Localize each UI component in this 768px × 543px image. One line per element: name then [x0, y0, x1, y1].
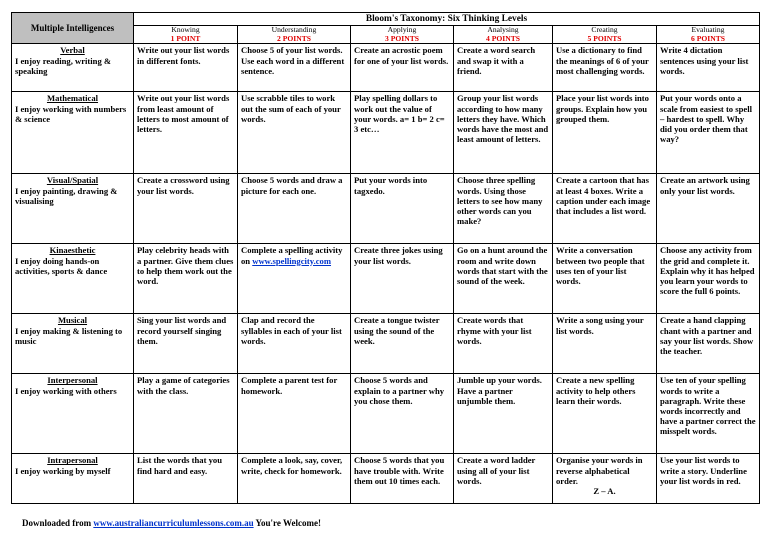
table-cell: Write 4 dictation sentences using your list words. — [657, 44, 760, 92]
table-cell: Organise your words in reverse alphabetical order. Z – A. — [553, 454, 657, 504]
intelligence-kinaesthetic: Kinaesthetic I enjoy doing hands-on activities, sports & dance — [12, 244, 134, 314]
table-cell: Create a cartoon that has at least 4 boxes. Write a caption under each image that includes a list word. — [553, 174, 657, 244]
table-row — [12, 44, 760, 92]
bloom-grid — [11, 12, 760, 504]
level-applying: Applying 3 POINTS — [351, 26, 454, 44]
table-row — [12, 174, 760, 244]
table-title: Bloom's Taxonomy: Six Thinking Levels — [134, 13, 760, 26]
table-cell: Write a song using your list words. — [553, 314, 657, 374]
table-cell: Clap and record the syllables in each of your list words. — [238, 314, 351, 374]
table-cell: Jumble up your words. Have a partner unjumble them. — [454, 374, 553, 454]
table-cell: Create a word ladder using all of your list words. — [454, 454, 553, 504]
table-cell: Use a dictionary to find the meanings of 6 of your most challenging words. — [553, 44, 657, 92]
table-row — [12, 374, 760, 454]
table-cell: Create three jokes using your list words. — [351, 244, 454, 314]
intelligence-mathematical: Mathematical I enjoy working with numbers & science — [12, 92, 134, 174]
table-cell: Choose 5 words and draw a picture for each one. — [238, 174, 351, 244]
table-cell: Choose 5 of your list words. Use each word in a different sentence. — [238, 44, 351, 92]
table-cell: Use your list words to write a story. Underline your list words in red. — [657, 454, 760, 504]
footer: Downloaded from www.australiancurriculumlessons.com.au You're Welcome! — [22, 518, 321, 528]
intelligence-verbal: Verbal I enjoy reading, writing & speaking — [12, 44, 134, 92]
table-cell: Create an acrostic poem for one of your list words. — [351, 44, 454, 92]
table-cell: Put your words into tagxedo. — [351, 174, 454, 244]
table-cell: Write out your list words in different fonts. — [134, 44, 238, 92]
table-cell: Play a game of categories with the class. — [134, 374, 238, 454]
table-cell: Use scrabble tiles to work out the sum of each of your words. — [238, 92, 351, 174]
intelligence-intrapersonal: Intrapersonal I enjoy working by myself — [12, 454, 134, 504]
table-cell: Go on a hunt around the room and write down words that start with the sound of the week. — [454, 244, 553, 314]
table-cell: Create a word search and swap it with a friend. — [454, 44, 553, 92]
table-cell: Create a hand clapping chant with a partner and say your list words. Show the teacher. — [657, 314, 760, 374]
table-cell: Write a conversation between two people that uses ten of your list words. — [553, 244, 657, 314]
level-knowing: Knowing 1 POINT — [134, 26, 238, 44]
table-row — [12, 314, 760, 374]
table-cell: Play celebrity heads with a partner. Give them clues to help them work out the word. — [134, 244, 238, 314]
table-cell: Create words that rhyme with your list words. — [454, 314, 553, 374]
table-cell: Group your list words according to how many letters they have. Which words have the most and least amount of letters. — [454, 92, 553, 174]
spellingcity-link[interactable]: www.spellingcity.com — [252, 255, 332, 266]
table-cell: Choose 5 words that you have trouble with. Write them out 10 times each. — [351, 454, 454, 504]
table-cell: Use ten of your spelling words to write a paragraph. Write these words incorrectly and have a partner correct the misspelt words. — [657, 374, 760, 454]
table-cell: Create a crossword using your list words. — [134, 174, 238, 244]
level-understanding: Understanding 2 POINTS — [238, 26, 351, 44]
table-cell: Complete a spelling activity on www.spellingcity.com — [238, 244, 351, 314]
table-row — [12, 244, 760, 314]
intelligence-interpersonal: Interpersonal I enjoy working with others — [12, 374, 134, 454]
table-cell: Choose any activity from the grid and complete it. Explain why it has helped you learn your words to score the full 6 points. — [657, 244, 760, 314]
table-cell: Create an artwork using only your list words. — [657, 174, 760, 244]
table-row — [12, 92, 760, 174]
table-cell: Put your words onto a scale from easiest to spell – hardest to spell. Why did you order them that way? — [657, 92, 760, 174]
table-cell: Place your list words into groups. Explain how you grouped them. — [553, 92, 657, 174]
table-cell: Write out your list words from least amount of letters to most amount of letters. — [134, 92, 238, 174]
table-row — [12, 454, 760, 504]
table-cell: Create a new spelling activity to help others learn their words. — [553, 374, 657, 454]
table-cell: Create a tongue twister using the sound of the week. — [351, 314, 454, 374]
table-cell: Complete a parent test for homework. — [238, 374, 351, 454]
table-cell: Play spelling dollars to work out the value of your words. a= 1 b= 2 c= 3 etc… — [351, 92, 454, 174]
table-cell: Complete a look, say, cover, write, check for homework. — [238, 454, 351, 504]
intelligence-musical: Musical I enjoy making & listening to music — [12, 314, 134, 374]
intelligence-visual-spatial: Visual/Spatial I enjoy painting, drawing & visualising — [12, 174, 134, 244]
level-analysing: Analysing 4 POINTS — [454, 26, 553, 44]
footer-link[interactable]: www.australiancurriculumlessons.com.au — [93, 518, 254, 528]
level-creating: Creating 5 POINTS — [553, 26, 657, 44]
corner-header: Multiple Intelligences — [12, 13, 134, 44]
table-cell: Choose three spelling words. Using those letters to see how many other words can you make? — [454, 174, 553, 244]
level-evaluating: Evaluating 6 POINTS — [657, 26, 760, 44]
table-cell: Choose 5 words and explain to a partner why you chose them. — [351, 374, 454, 454]
table-cell: List the words that you find hard and easy. — [134, 454, 238, 504]
table-cell: Sing your list words and record yourself singing them. — [134, 314, 238, 374]
